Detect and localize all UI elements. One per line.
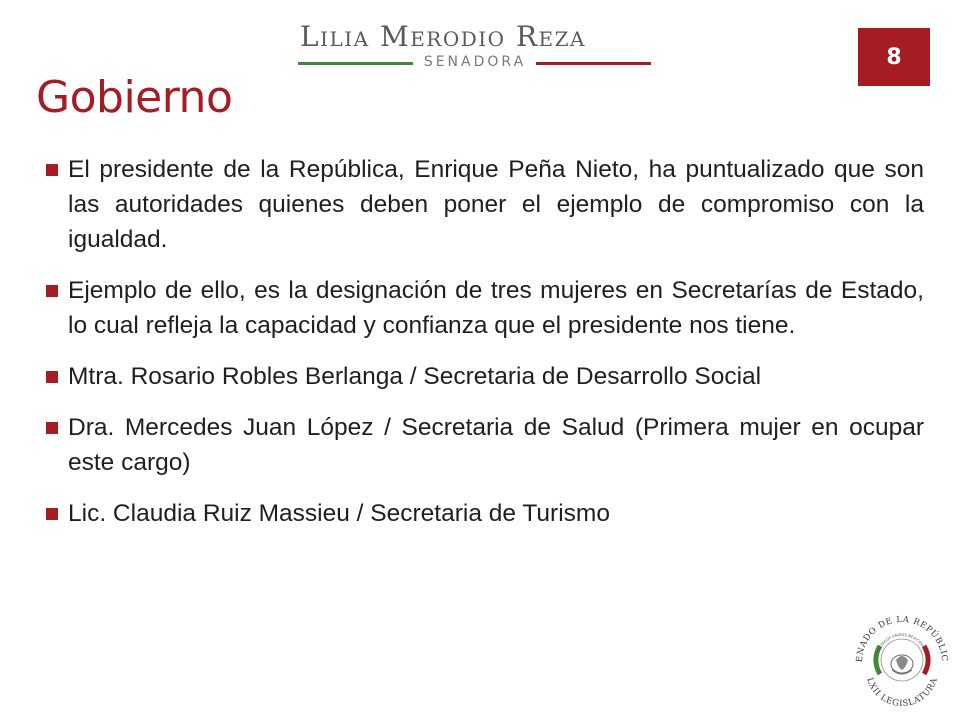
bullet-text: Mtra. Rosario Robles Berlanga / Secretaria de Desarrollo Social [68,363,762,390]
square-bullet-icon [46,422,58,434]
logo-green-rule [298,62,413,65]
square-bullet-icon [46,164,58,176]
bullet-text: Lic. Claudia Ruiz Massieu / Secretaria de Turismo [68,500,610,527]
square-bullet-icon [46,285,58,297]
bullet-list [44,152,924,547]
bullet-text: El presidente de la República, Enrique Peña Nieto, ha puntualizado que son las autoridades quienes deben poner el ejemplo de compromiso con la igualdad. [68,156,924,253]
senator-logo [286,18,656,74]
logo-name: Lilia Merodio Reza [300,20,586,53]
senate-seal-icon [850,608,954,712]
bullet-item [44,359,924,394]
bullet-text: Ejemplo de ello, es la designación de tres mujeres en Secretarías de Estado, lo cual refleja la capacidad y confianza que el presidente nos tiene. [68,277,924,339]
bullet-item [44,273,924,343]
bullet-item [44,152,924,257]
logo-red-rule [536,62,651,65]
bullet-item [44,410,924,480]
square-bullet-icon [46,371,58,383]
bullet-text: Dra. Mercedes Juan López / Secretaria de Salud (Primera mujer en ocupar este cargo) [68,414,924,476]
bullet-item [44,496,924,531]
logo-subtitle: SENADORA [423,54,527,70]
page-number-badge: 8 [858,28,930,86]
slide-title: Gobierno [36,72,233,123]
svg-text:ESTADOS UNIDOS MEXICANOS: ESTADOS UNIDOS MEXICANOS [877,632,927,651]
square-bullet-icon [46,508,58,520]
svg-text:SENADO DE LA REPÚBLICA: ENADO DE LA REPÚBLIC [854,614,950,663]
logo-subtitle-bar [286,56,656,74]
svg-text:LXII LEGISLATURA: LXII LEGISLATURA [864,676,940,710]
